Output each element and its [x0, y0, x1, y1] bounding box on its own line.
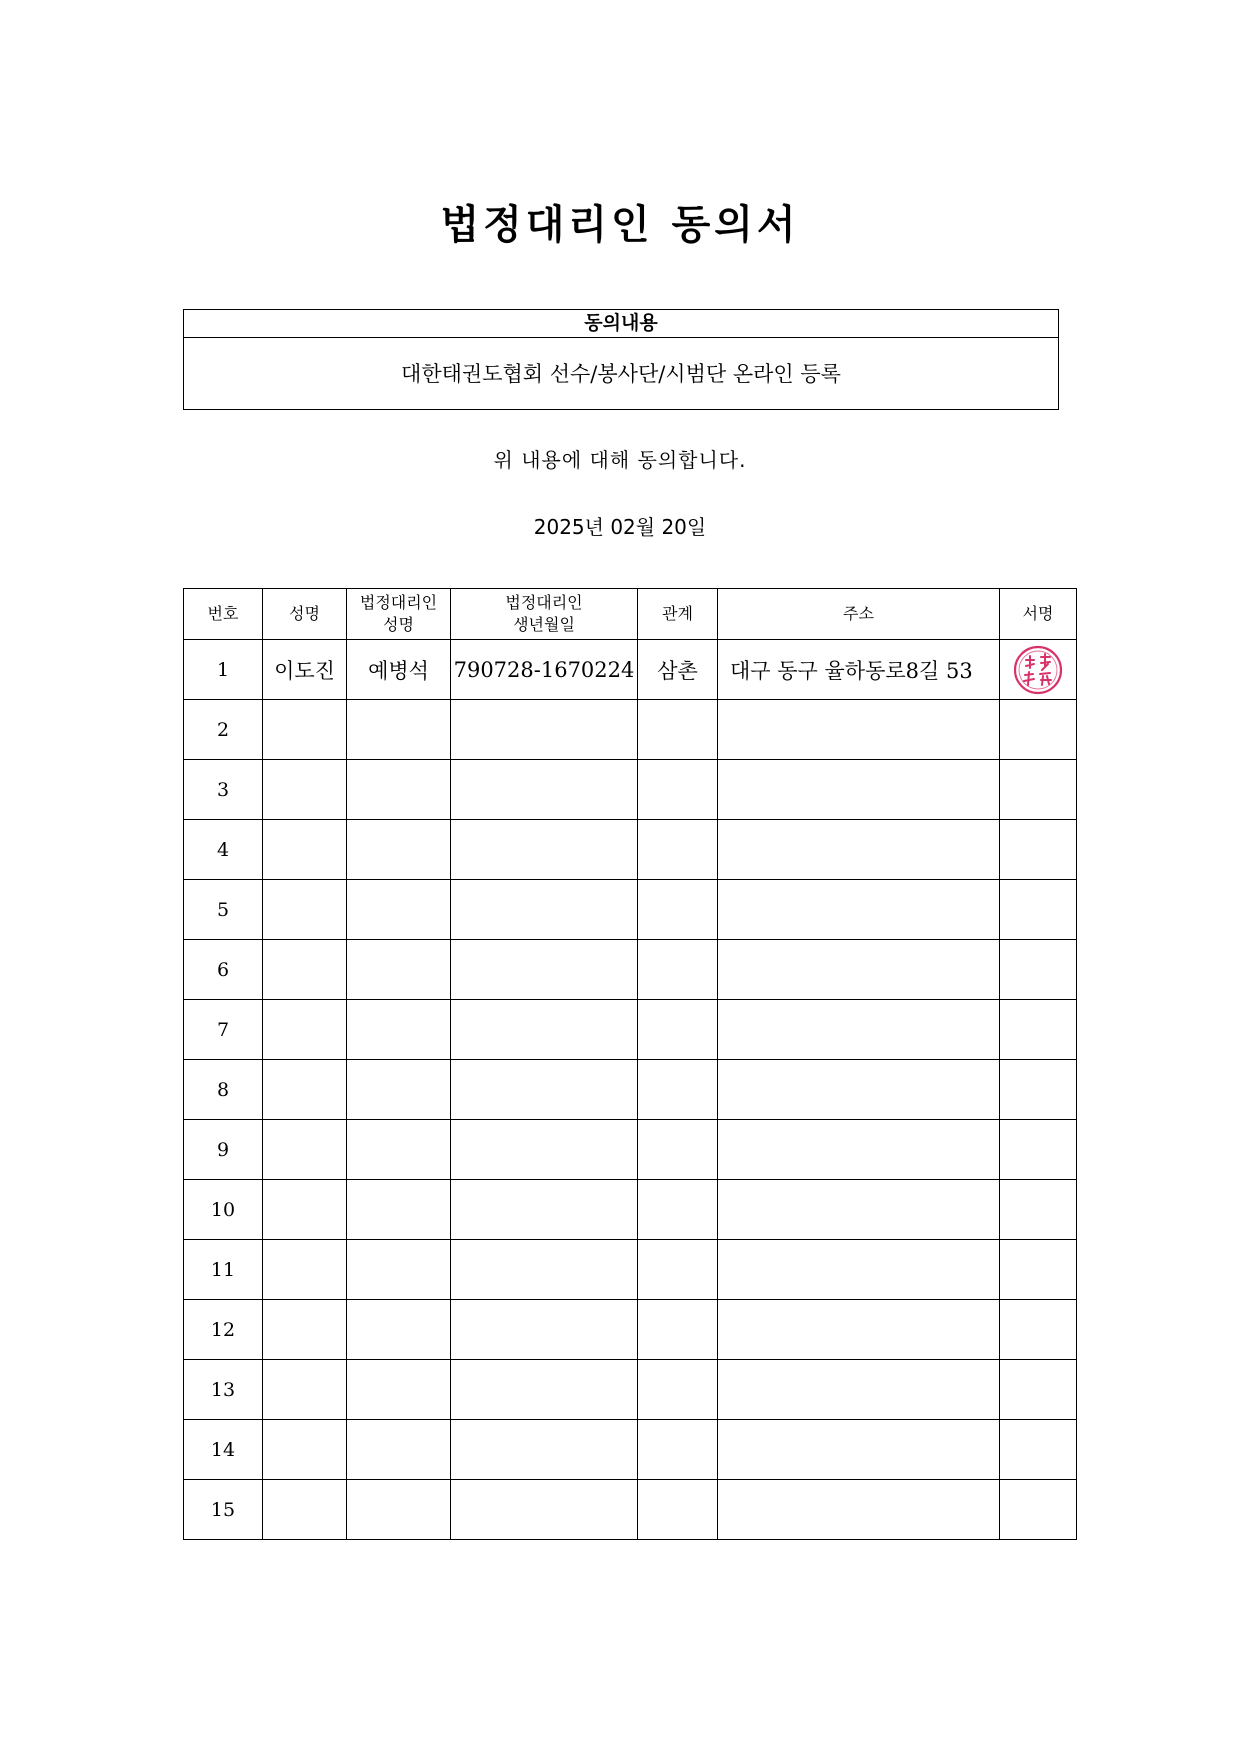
row-number-cell: 14 — [184, 1420, 263, 1480]
header-relation: 관계 — [638, 589, 718, 640]
address-cell: 대구 동구 율하동로8길 53 — [718, 640, 1000, 700]
table-row — [184, 1300, 1077, 1360]
header-address: 주소 — [718, 589, 1000, 640]
relation-cell — [638, 1240, 718, 1300]
guardian-name-cell — [347, 880, 451, 940]
relation-cell — [638, 1180, 718, 1240]
agreement-text: 위 내용에 대해 동의합니다. — [493, 448, 747, 472]
student-name-cell — [263, 1240, 347, 1300]
signature-cell — [1000, 640, 1077, 700]
consent-content: 대한태권도협회 선수/봉사단/시범단 온라인 등록 — [401, 362, 841, 386]
student-name-cell — [263, 1420, 347, 1480]
guardian-birthdate-cell — [451, 1180, 638, 1240]
address-cell — [718, 820, 1000, 880]
guardian-name-cell — [347, 1240, 451, 1300]
student-name-cell — [263, 1000, 347, 1060]
signature-cell — [1000, 1480, 1077, 1540]
consent-header: 동의내용 — [184, 310, 1058, 338]
guardian-birthdate-cell — [451, 1360, 638, 1420]
row-number-cell: 7 — [184, 1000, 263, 1060]
guardian-name-cell — [347, 760, 451, 820]
signature-cell — [1000, 1420, 1077, 1480]
header-name: 성명 — [263, 589, 347, 640]
student-name-cell — [263, 760, 347, 820]
guardian-name-cell: 예병석 — [347, 640, 451, 700]
student-name-cell — [263, 940, 347, 1000]
table-row — [184, 1180, 1077, 1240]
guardian-birthdate-cell — [451, 1120, 638, 1180]
address-cell — [718, 760, 1000, 820]
signature-cell — [1000, 1360, 1077, 1420]
guardian-birthdate-cell — [451, 760, 638, 820]
header-number: 번호 — [184, 589, 263, 640]
row-number-cell: 8 — [184, 1060, 263, 1120]
relation-cell — [638, 1480, 718, 1540]
guardian-birthdate-cell — [451, 880, 638, 940]
address-cell — [718, 700, 1000, 760]
relation-cell — [638, 820, 718, 880]
table-row — [184, 940, 1077, 1000]
guardian-birthdate-cell — [451, 1060, 638, 1120]
guardian-birthdate-cell — [451, 1300, 638, 1360]
consent-box — [183, 309, 1059, 410]
consent-date: 2025년 02월 20일 — [533, 515, 707, 539]
table-row — [184, 1480, 1077, 1540]
signature-cell — [1000, 700, 1077, 760]
table-row — [184, 1060, 1077, 1120]
signature-cell — [1000, 1000, 1077, 1060]
row-number-cell: 4 — [184, 820, 263, 880]
guardian-birthdate-cell — [451, 1480, 638, 1540]
signature-cell — [1000, 1240, 1077, 1300]
signature-cell — [1000, 820, 1077, 880]
guardian-birthdate-cell — [451, 700, 638, 760]
table-row — [184, 640, 1077, 700]
row-number-cell: 12 — [184, 1300, 263, 1360]
guardian-name-cell — [347, 1420, 451, 1480]
address-cell — [718, 1060, 1000, 1120]
guardian-name-cell — [347, 820, 451, 880]
relation-cell — [638, 1060, 718, 1120]
student-name-cell — [263, 1300, 347, 1360]
student-name-cell — [263, 820, 347, 880]
row-number-cell: 2 — [184, 700, 263, 760]
guardian-birthdate-cell — [451, 940, 638, 1000]
page-title: 법정대리인 동의서 — [440, 202, 800, 248]
signature-cell — [1000, 760, 1077, 820]
row-number-cell: 10 — [184, 1180, 263, 1240]
row-number-cell: 15 — [184, 1480, 263, 1540]
signature-cell — [1000, 940, 1077, 1000]
header-signature: 서명 — [1000, 589, 1077, 640]
student-name-cell: 이도진 — [263, 640, 347, 700]
row-number-cell: 13 — [184, 1360, 263, 1420]
table-row — [184, 1360, 1077, 1420]
signature-cell — [1000, 880, 1077, 940]
row-number-cell: 5 — [184, 880, 263, 940]
row-number-cell: 3 — [184, 760, 263, 820]
relation-cell — [638, 760, 718, 820]
table-row — [184, 1240, 1077, 1300]
signature-cell — [1000, 1060, 1077, 1120]
table-row — [184, 700, 1077, 760]
address-cell — [718, 1420, 1000, 1480]
table-body — [184, 640, 1077, 1540]
guardian-birthdate-cell — [451, 1240, 638, 1300]
address-cell — [718, 1120, 1000, 1180]
signature-cell — [1000, 1180, 1077, 1240]
guardian-name-cell — [347, 1300, 451, 1360]
address-cell — [718, 940, 1000, 1000]
header-guardian-name: 법정대리인 성명 — [347, 589, 451, 640]
relation-cell: 삼촌 — [638, 640, 718, 700]
student-name-cell — [263, 1360, 347, 1420]
header-guardian-birth: 법정대리인 생년월일 — [451, 589, 638, 640]
relation-cell — [638, 1300, 718, 1360]
guardian-name-cell — [347, 700, 451, 760]
address-cell — [718, 1000, 1000, 1060]
table-row — [184, 1120, 1077, 1180]
row-number-cell: 11 — [184, 1240, 263, 1300]
student-name-cell — [263, 1180, 347, 1240]
guardian-birthdate-cell — [451, 1420, 638, 1480]
address-cell — [718, 1240, 1000, 1300]
table-row — [184, 820, 1077, 880]
table-row — [184, 1420, 1077, 1480]
address-cell — [718, 1300, 1000, 1360]
student-name-cell — [263, 700, 347, 760]
table-row — [184, 1000, 1077, 1060]
table-header-row — [184, 589, 1077, 640]
student-name-cell — [263, 1060, 347, 1120]
student-name-cell — [263, 880, 347, 940]
row-number-cell: 1 — [184, 640, 263, 700]
student-name-cell — [263, 1480, 347, 1540]
guardian-name-cell — [347, 1120, 451, 1180]
student-name-cell — [263, 1120, 347, 1180]
address-cell — [718, 1360, 1000, 1420]
signature-cell — [1000, 1300, 1077, 1360]
guardian-name-cell — [347, 1000, 451, 1060]
address-cell — [718, 1180, 1000, 1240]
guardian-name-cell — [347, 1180, 451, 1240]
relation-cell — [638, 940, 718, 1000]
relation-cell — [638, 1120, 718, 1180]
address-cell — [718, 1480, 1000, 1540]
guardian-name-cell — [347, 940, 451, 1000]
relation-cell — [638, 1420, 718, 1480]
relation-cell — [638, 700, 718, 760]
signature-cell — [1000, 1120, 1077, 1180]
row-number-cell: 9 — [184, 1120, 263, 1180]
row-number-cell: 6 — [184, 940, 263, 1000]
guardian-table — [183, 588, 1077, 1540]
guardian-name-cell — [347, 1480, 451, 1540]
guardian-name-cell — [347, 1360, 451, 1420]
relation-cell — [638, 1000, 718, 1060]
relation-cell — [638, 1360, 718, 1420]
table-row — [184, 880, 1077, 940]
guardian-birthdate-cell — [451, 1000, 638, 1060]
address-cell — [718, 880, 1000, 940]
relation-cell — [638, 880, 718, 940]
table-row — [184, 760, 1077, 820]
guardian-birthdate-cell — [451, 820, 638, 880]
seal-stamp-icon — [1012, 644, 1064, 696]
guardian-birthdate-cell: 790728-1670224 — [451, 640, 638, 700]
guardian-name-cell — [347, 1060, 451, 1120]
